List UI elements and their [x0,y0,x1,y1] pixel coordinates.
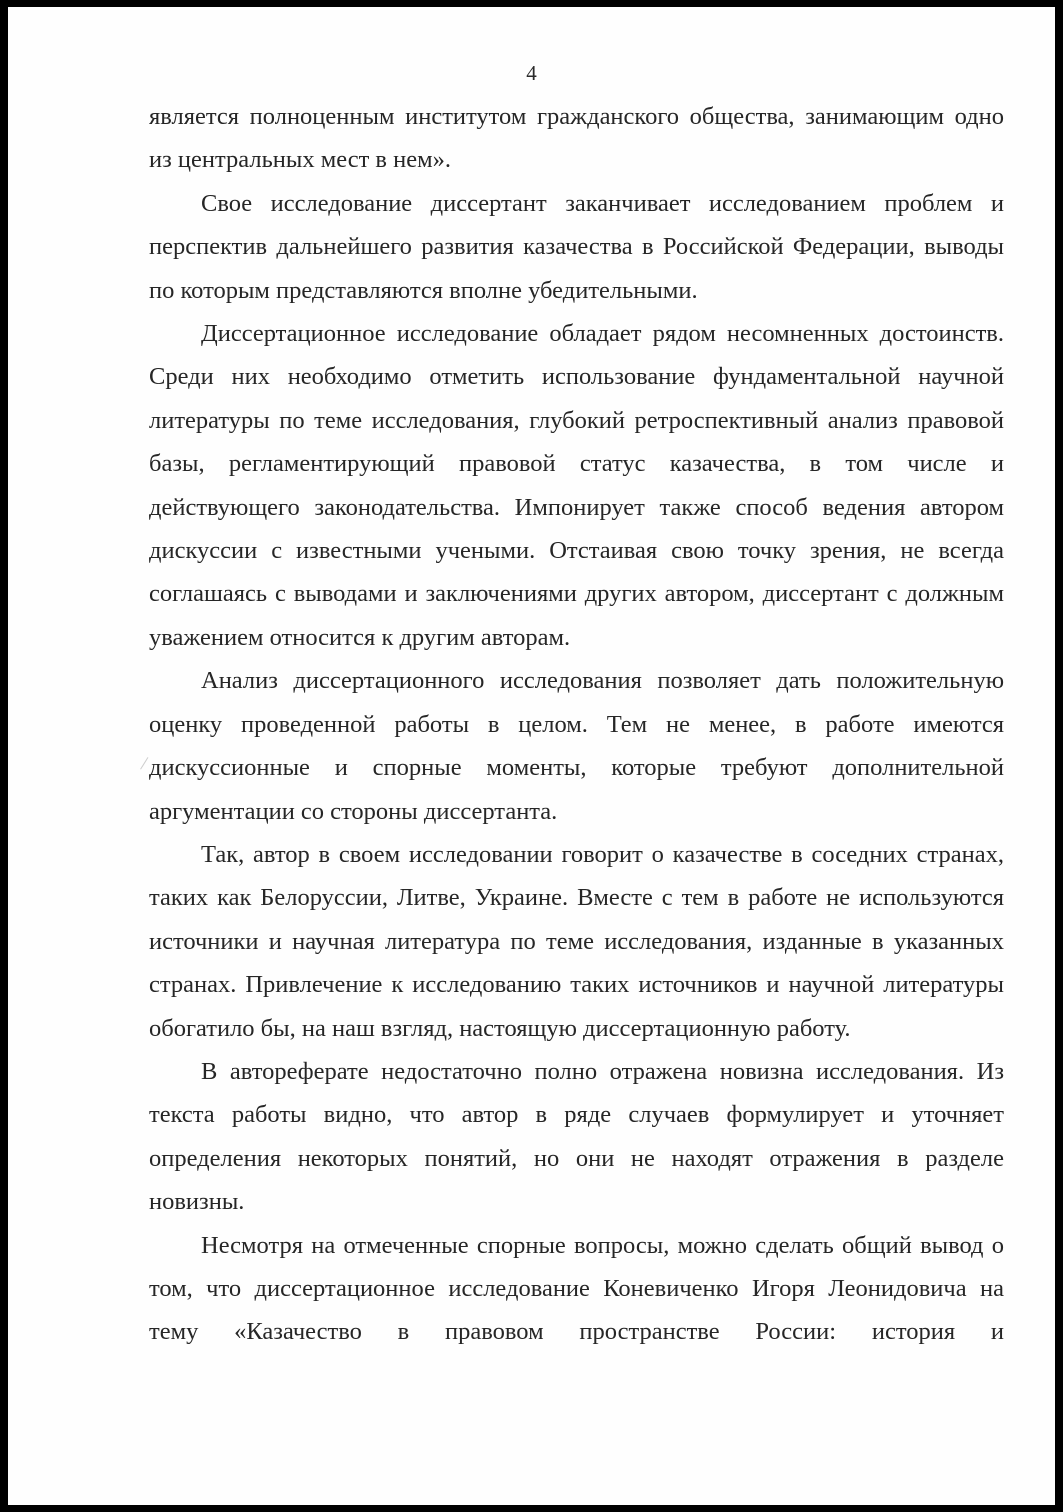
page-number: 4 [526,61,537,85]
paragraph-continuation: является полноценным институтом гражданского общества, занимающим одно из центральных мест в нем». [149,103,1004,174]
paragraph-conclusion-research: Свое исследование диссертант заканчивает исследованием проблем и перспектив дальнейшего развития казачества в Российской Федерации, выводы по которым представляются вполне убедительными. [149,189,1004,304]
document-page [8,7,1055,1505]
paragraph-analysis: Анализ диссертационного исследования позволяет дать положительную оценку проведенной работы в целом. Тем не менее, в работе имеются дискуссионные и спорные моменты, которые требуют дополнительной аргументации со стороны диссертанта. [149,667,1004,825]
paragraph-neighboring-countries: Так, автор в своем исследовании говорит о казачестве в соседних странах, таких как Белоруссии, Литве, Украине. Вместе с тем в работе не используются источники и научная литература по теме исследования, изданные в указанных странах. Привлечение к исследованию таких источников и научной литературы обогатило бы, на наш взгляд, настоящую диссертационную работу. [149,840,1004,1042]
paragraph-final-conclusion: Несмотря на отмеченные спорные вопросы, можно сделать общий вывод о том, что диссертационное исследование Коневиченко Игоря Леонидовича на тему «Казачество в правовом пространстве России: история и [149,1231,1004,1346]
paragraph-merits: Диссертационное исследование обладает рядом несомненных достоинств. Среди них необходимо отметить использование фундаментальной научной литературы по теме исследования, глубокий ретроспективный анализ правовой базы, регламентирующий правовой статус казачества, в том числе и действующего законодательства. Импонирует также способ ведения автором дискуссии с известными учеными. Отстаивая свою точку зрения, не всегда соглашаясь с выводами и заключениями других автором, диссертант с должным уважением относится к другим авторам. [149,320,1004,651]
document-body [149,95,1004,1354]
paragraph-novelty: В автореферате недостаточно полно отражена новизна исследования. Из текста работы видно, что автор в ряде случаев формулирует и уточняет определения некоторых понятий, но они не находят отражения в разделе новизны. [149,1057,1004,1216]
